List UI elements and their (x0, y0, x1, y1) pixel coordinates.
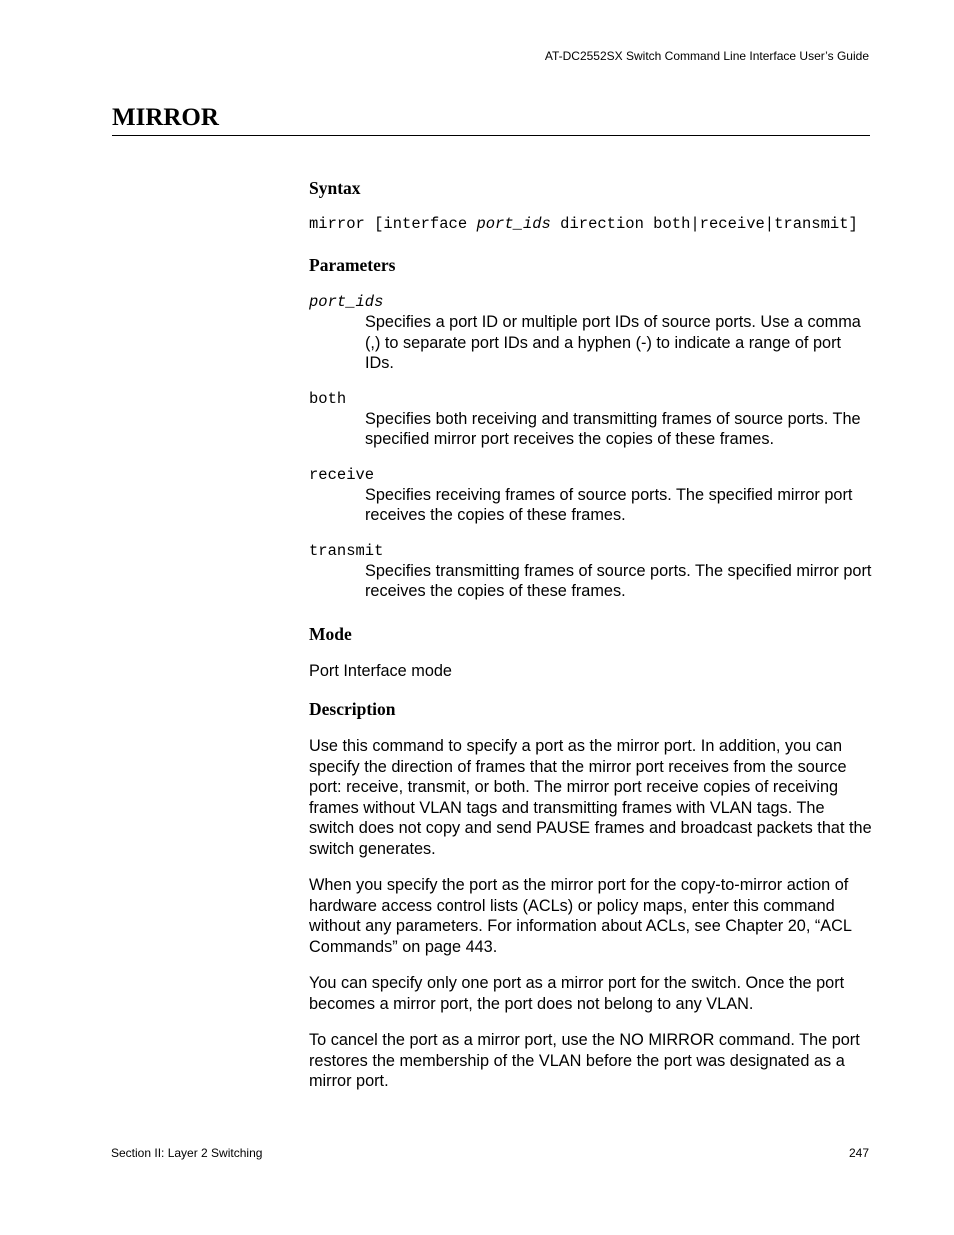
footer-page-number: 247 (849, 1146, 870, 1160)
parameter-item (309, 465, 874, 526)
syntax-param-port-ids: port_ids (476, 215, 551, 233)
parameter-description: Specifies a port ID or multiple port IDs of source ports. Use a comma (,) to separate port IDs and a hyphen (-) to indicate a range of port IDs. (365, 313, 861, 372)
syntax-line (309, 215, 874, 233)
syntax-command: mirror [interface (309, 215, 477, 233)
footer-section: Section II: Layer 2 Switching (111, 1146, 263, 1160)
parameter-name: transmit (309, 541, 384, 560)
page-title: MIRROR (112, 104, 870, 136)
syntax-options: direction both|receive|transmit] (550, 215, 858, 233)
parameter-item (309, 389, 874, 450)
parameter-item (309, 541, 874, 602)
description-paragraph: To cancel the port as a mirror port, use the NO MIRROR command. The port restores the membership of the VLAN before the port was designated as a mirror port. (309, 1031, 860, 1090)
parameter-description: Specifies receiving frames of source ports. The specified mirror port receives the copies of these frames. (365, 485, 853, 524)
parameters-heading: Parameters (309, 255, 396, 275)
parameter-name: both (309, 389, 347, 408)
description-paragraph: You can specify only one port as a mirror port for the switch. Once the port becomes a mirror port, the port does not belong to any VLAN. (309, 974, 845, 1013)
syntax-heading: Syntax (309, 178, 361, 198)
parameter-name: receive (309, 465, 375, 484)
description-paragraph: Use this command to specify a port as the mirror port. In addition, you can specify the direction of frames that the mirror port receives from the source port: receive, transmit, or both. The mirror port receive copies of receiving frames without VLAN tags and transmitting frames with VLAN tags. The switch does not copy and send PAUSE frames and broadcast packets that the switch generates. (309, 737, 872, 858)
running-header: AT-DC2552SX Switch Command Line Interface User’s Guide (544, 49, 869, 63)
content-area (309, 178, 874, 1108)
description-paragraph: When you specify the port as the mirror port for the copy-to-mirror action of hardware access control lists (ACLs) or policy maps, enter this command without any parameters. For information about ACLs, see Chapter 20, “ACL Commands” on page 443. (309, 876, 852, 956)
mode-heading: Mode (309, 623, 352, 644)
parameter-description: Specifies both receiving and transmitting frames of source ports. The specified mirror port receives the copies of these frames. (365, 409, 861, 448)
description-heading: Description (309, 699, 396, 719)
parameter-name: port_ids (309, 293, 384, 311)
mode-text: Port Interface mode (309, 661, 452, 680)
parameter-description: Specifies transmitting frames of source ports. The specified mirror port receives the copies of these frames. (365, 561, 872, 600)
parameter-item (309, 292, 874, 374)
